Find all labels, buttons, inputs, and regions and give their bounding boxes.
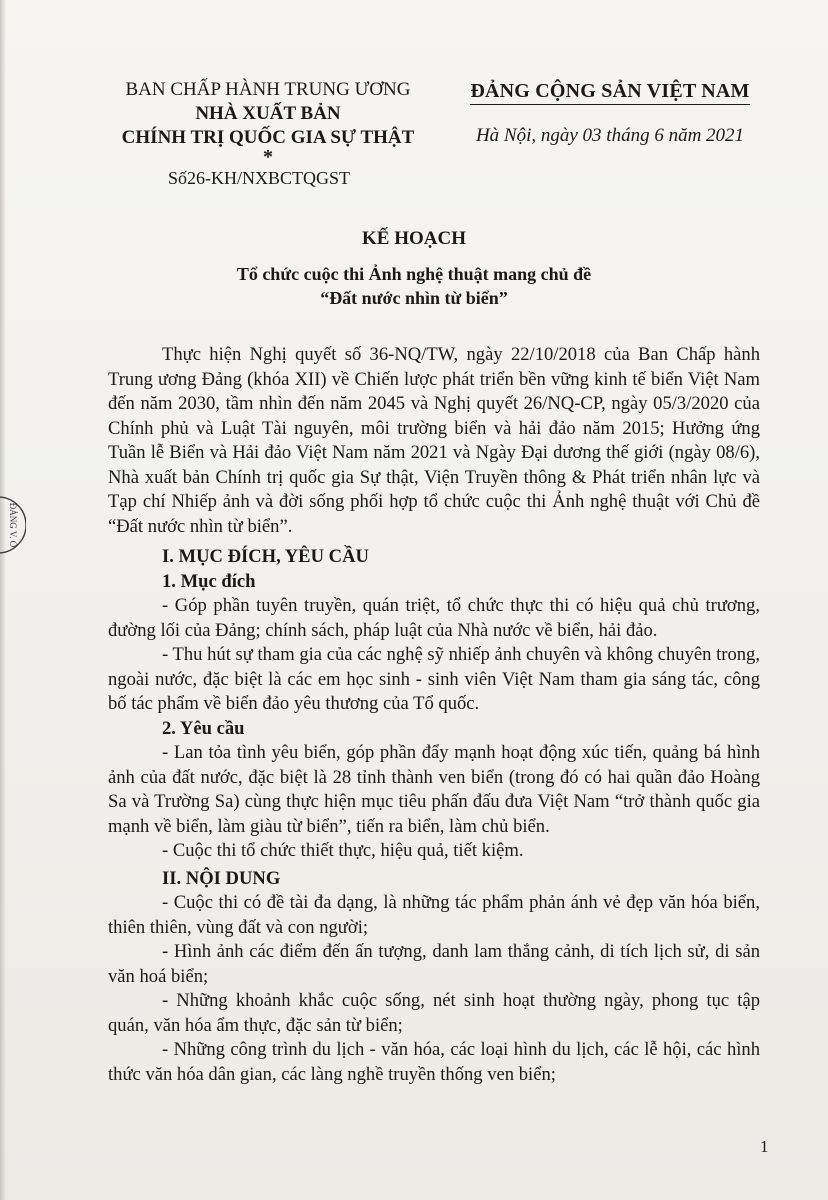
document-title: KẾ HOẠCH — [362, 228, 466, 249]
issuing-organization — [98, 78, 438, 168]
subtitle-line-1: Tổ chức cuộc thi Ảnh nghệ thuật mang chủ đề — [236, 264, 592, 284]
org-line-3: CHÍNH TRỊ QUỐC GIA SỰ THẬT — [121, 127, 415, 148]
document-subtitle — [0, 262, 828, 310]
org-line-1: BAN CHẤP HÀNH TRUNG ƯƠNG — [125, 79, 411, 100]
subsection-heading-purpose: 1. Mục đích — [162, 570, 256, 592]
seal-stamp-fragment — [0, 495, 26, 555]
star-mark: * — [263, 146, 273, 168]
place-date: Hà Nội, ngày 03 tháng 6 năm 2021 — [475, 125, 745, 146]
party-name: ĐẢNG CỘNG SẢN VIỆT NAM — [470, 80, 749, 105]
content-paragraph-3: - Những khoảnh khắc cuộc sống, nét sinh hoạt thường ngày, phong tục tập quán, văn hóa ẩm thực, đặc sản từ biển; — [108, 990, 760, 1036]
content-paragraph-2: - Hình ảnh các điểm đến ấn tượng, danh lam thắng cảnh, di tích lịch sử, di sản văn hoá biển; — [108, 941, 760, 987]
requirements-paragraph-2: - Cuộc thi tổ chức thiết thực, hiệu quả, tiết kiệm. — [162, 840, 524, 861]
org-line-2: NHÀ XUẤT BẢN — [195, 103, 341, 124]
content-paragraph-4: - Những công trình du lịch - văn hóa, các loại hình du lịch, các lễ hội, các hình thức văn hóa dân gian, các làng nghề truyền thống ven biển; — [108, 1039, 760, 1085]
section-heading-content: II. NỘI DUNG — [162, 867, 281, 889]
document-body — [108, 343, 760, 1087]
party-header — [462, 80, 758, 147]
purpose-paragraph-2: - Thu hút sự tham gia của các nghệ sỹ nhiếp ảnh chuyên và không chuyên trong, ngoài nước, đặc biệt là các em học sinh - sinh viên Việt Nam tham gia sáng tác, công bố tác phẩm về biển đảo yêu thương của Tổ quốc. — [108, 644, 760, 714]
purpose-paragraph-1: - Góp phần tuyên truyền, quán triệt, tổ chức thực thi có hiệu quả chủ trương, đường lối của Đảng; chính sách, pháp luật của Nhà nước về biển, hải đảo. — [108, 595, 760, 641]
subsection-heading-requirements: 2. Yêu cầu — [162, 717, 245, 739]
content-paragraph-1: - Cuộc thi có đề tài đa dạng, là những tác phẩm phản ánh vẻ đẹp văn hóa biển, thiên thiên, vùng đất và con người; — [108, 892, 760, 938]
document-number: Số26​-KH/NXBCTQGST — [168, 168, 351, 188]
requirements-paragraph-1: - Lan tỏa tình yêu biển, góp phần đẩy mạnh hoạt động xúc tiến, quảng bá hình ảnh của đất nước, đặc biệt là 28 tỉnh thành ven biển (trong đó có hai quần đảo Hoàng Sa và Trường Sa) cùng thực hiện mục tiêu phấn đấu đưa Việt Nam “trở thành quốc gia mạnh về biển, làm giàu từ biển”, tiến ra biển, làm chủ biển. — [108, 742, 760, 837]
intro-paragraph: Thực hiện Nghị quyết số 36-NQ/TW, ngày 22/10/2018 của Ban Chấp hành Trung ương Đảng (khóa XII) về Chiến lược phát triển bền vững kinh tế biển Việt Nam đến năm 2030, tầm nhìn đến năm 2045 và Nghị quyết 26/NQ-CP, ngày 05/3/2020 của Chính phủ và Luật Tài nguyên, môi trường biển và hải đảo năm 2015; Hưởng ứng Tuần lễ Biển và Hải đảo Việt Nam năm 2021 và Ngày Đại dương thế giới (ngày 08/6), Nhà xuất bản Chính trị quốc gia Sự thật, Viện Truyền thông & Phát triển nhân lực và Tạp chí Nhiếp ảnh và đời sống phối hợp tổ chức cuộc thi Ảnh nghệ thuật với Chủ đề “Đất nước nhìn từ biển”. — [108, 344, 760, 537]
section-heading-purpose: I. MỤC ĐÍCH, YÊU CẦU — [162, 546, 369, 567]
svg-text:ĐẢNG V. O: ĐẢNG V. O — [8, 502, 18, 548]
page-number: 1 — [760, 1137, 769, 1156]
page-edge-shadow — [0, 0, 6, 1200]
subtitle-line-2: “Đất nước nhìn từ biển” — [320, 288, 508, 308]
